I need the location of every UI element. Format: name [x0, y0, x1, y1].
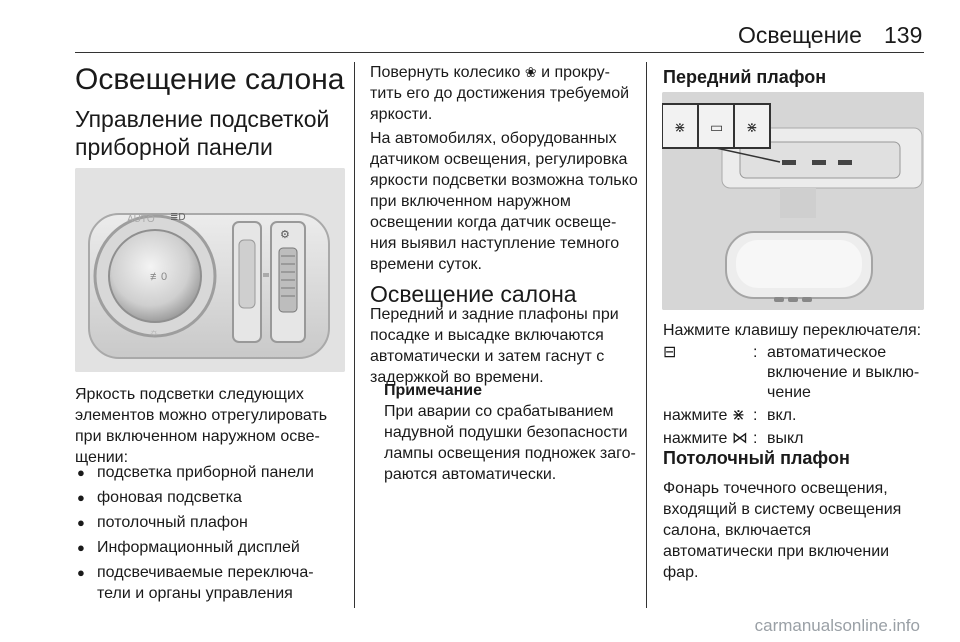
- bullet-list: [75, 462, 345, 608]
- list-item: ● Информационный дисплей: [75, 537, 345, 558]
- dashboard-light-switch-image: [75, 168, 345, 372]
- note-title: Примечание: [384, 382, 483, 399]
- switch-definition-table: [663, 343, 925, 452]
- list-item: ● потолочный плафон: [75, 512, 345, 533]
- paragraph-sensor: На автомобилях, оборудованных датчиком освещения, регулировка яркости подсветки возможна только при включенном наружном освещении когда датчик освеще-ния выявил наступление темного времени суток.: [370, 130, 638, 273]
- list-item: ● подсветка приборной панели: [75, 462, 345, 483]
- section-heading-interior: Освещение салона: [370, 281, 577, 307]
- header-divider: [75, 52, 924, 53]
- ceiling-lamp-paragraph: Фонарь точечного освещения, входящий в систему освещения салона, включается автоматически при включении фар.: [663, 480, 902, 581]
- list-item: ● фоновая подсветка: [75, 487, 345, 508]
- colon: :: [753, 344, 758, 361]
- subsection-heading: Управление подсветкой приборной панели: [75, 106, 330, 160]
- page-number: 139: [884, 22, 923, 48]
- definition-text: автоматическое включение и выклю-чение: [767, 344, 920, 401]
- svg-text:⋇: ⋇: [746, 120, 758, 136]
- intro-paragraph: Яркость подсветки следующих элементов можно отрегулировать при включенном наружном осве-щении:: [75, 386, 328, 466]
- colon: :: [753, 430, 758, 447]
- definition-row: [663, 343, 925, 403]
- svg-text:⚙: ⚙: [280, 229, 290, 241]
- front-dome-lamp-image: [662, 92, 924, 310]
- definition-text: выкл: [767, 430, 804, 447]
- svg-text:≢0: ≢0: [150, 271, 168, 283]
- heading-front-lamp: Передний плафон: [663, 67, 827, 87]
- auto-label: AUTO: [127, 214, 155, 225]
- note-block: [384, 380, 638, 485]
- footer-watermark[interactable]: carmanualsonline.info: [754, 616, 920, 635]
- definition-term: нажмите ⋈: [663, 430, 748, 447]
- svg-text:≣D: ≣D: [170, 212, 186, 223]
- svg-text:▭: ▭: [710, 120, 724, 136]
- list-item: ● подсвечиваемые переключа-тели и органы управления: [75, 562, 345, 604]
- paragraph-interior: Передний и задние плафоны при посадке и высадке включаются автоматически и затем гаснут с задержкой во времени.: [370, 306, 619, 386]
- section-heading: Освещение салона: [75, 63, 345, 96]
- colon: :: [753, 407, 758, 424]
- paragraph-wheel: [370, 62, 638, 125]
- heading-ceiling-lamp: Потолочный плафон: [663, 448, 850, 468]
- wheel-icon: ❀: [524, 64, 537, 80]
- lamp-off-icon: ⋈: [731, 430, 748, 447]
- door-auto-icon: ⊟: [663, 344, 677, 361]
- wheel-text-start: Повернуть колесико: [370, 64, 521, 81]
- svg-text:⋇: ⋇: [674, 120, 686, 136]
- svg-text:☼: ☼: [149, 327, 160, 339]
- definition-row: [663, 429, 925, 449]
- instruction-text: Нажмите клавишу переключателя:: [663, 322, 922, 339]
- running-header-title: Освещение: [738, 22, 862, 48]
- column-divider: [646, 62, 647, 608]
- definition-row: [663, 406, 925, 426]
- lamp-on-icon: ⋇: [731, 407, 746, 424]
- column-divider: [354, 62, 355, 608]
- wheel-text-end: и прокру-тить его до достижения требуемой яркости.: [370, 64, 630, 123]
- note-text: При аварии со срабатыванием надувной подушки безопасности лампы освещения подножек заго-раются автоматически.: [384, 403, 636, 483]
- definition-term: нажмите ⋇: [663, 407, 746, 424]
- definition-text: вкл.: [767, 407, 797, 424]
